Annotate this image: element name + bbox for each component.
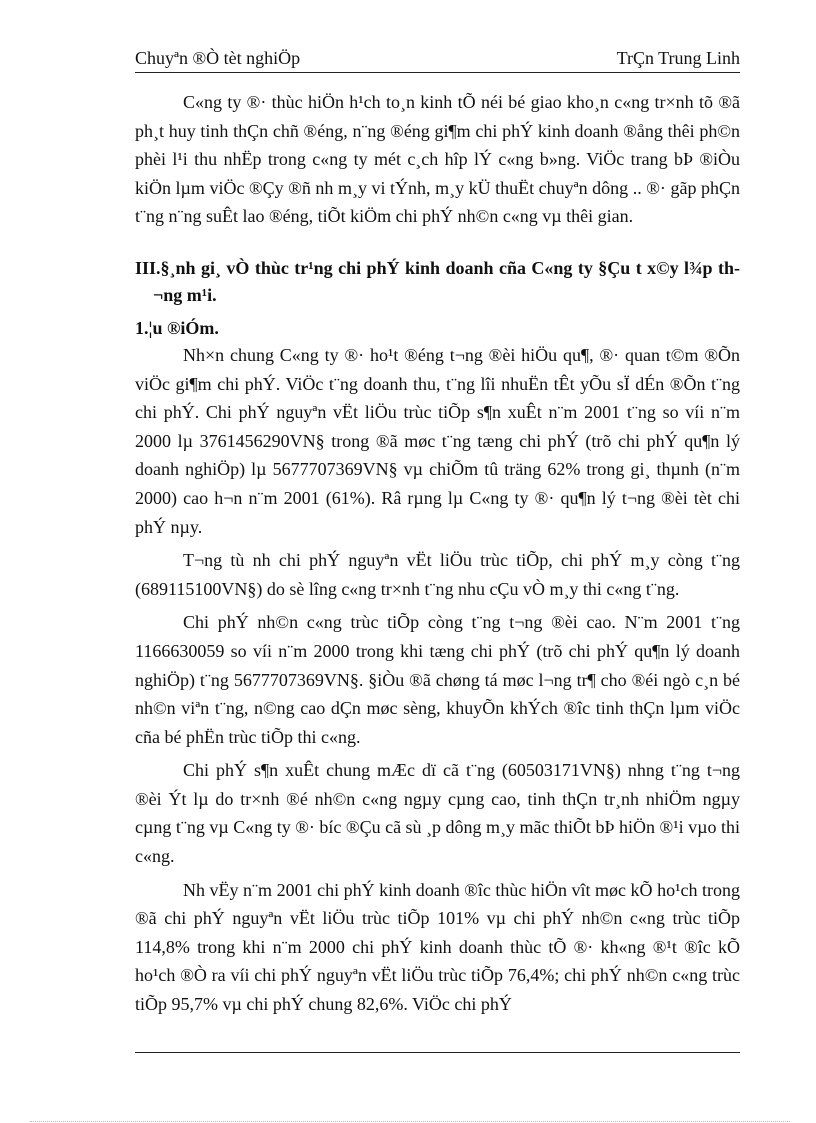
subsection-heading: 1.¦u ®iÓm.: [135, 317, 219, 338]
paragraph-conclusion: Nh vËy n¨m 2001 chi phÝ kinh doanh ®îc thùc hiÖn vît møc kÕ ho¹ch trong ®ã chi phÝ nguyªn vËt liÖu trùc tiÕp 101% vµ chi phÝ nh©n c«ng trùc tiÕp 114,8% trong khi n¨m 2000 chi phÝ kinh doanh thùc tÕ ®· kh«ng ®¹t ®îc kÕ ho¹ch ®Ò ra víi chi phÝ nguyªn vËt liÖu trùc tiÕp 76,4%; chi phÝ nh©n c«ng trùc tiÕp 95,7% vµ chi phÝ chung 82,6%. ViÖc chi phÝ: [135, 879, 740, 1015]
paragraph-machine-cost: T¬ng tù nh chi phÝ nguyªn vËt liÖu trùc tiÕp, chi phÝ m¸y còng t¨ng (689115100VN§) do sè lîng c«ng tr×nh t¨ng nhu cÇu vÒ m¸y thi c«ng t¨ng.: [135, 550, 740, 599]
page-header: [135, 48, 740, 73]
paragraph-overview: Nh×n chung C«ng ty ®· ho¹t ®éng t¬ng ®èi hiÖu qu¶, ®· quan t©m ®Õn viÖc gi¶m chi phÝ. ViÖc t¨ng doanh thu, t¨ng lîi nhuËn tÊt yÕu sÏ dÉn ®Õn t¨ng chi phÝ. Chi phÝ nguyªn vËt liÖu trùc tiÕp s¶n xuÊt n¨m 2001 t¨ng so víi n¨m 2000 lµ 3761456290VN§ trong ®ã møc t¨ng tæng chi phÝ (trõ chi phÝ qu¶n lý doanh nghiÖp) lµ 5677707369VN§ vµ chiÕm tû träng 62% trong gi¸ thµnh (n¨m 2000) cao h¬n n¨m 2001 (61%). Râ rµng lµ C«ng ty ®· qu¶n lý t¬ng ®èi tèt chi phÝ nµy.: [135, 344, 740, 537]
page-body: [135, 88, 740, 1019]
header-document-title: Chuyªn ®Ò tèt nghiÖp: [135, 48, 301, 68]
page-bottom-edge: [30, 1121, 790, 1122]
header-author-name: TrÇn Trung Linh: [616, 48, 740, 68]
section-heading: III.§¸nh gi¸ vÒ thùc tr¹ng chi phÝ kinh doanh cña C«ng ty §Çu t x©y l¾p th¬ng m¹i.: [135, 257, 740, 305]
footer-divider: [135, 1052, 740, 1053]
paragraph-general-cost: Chi phÝ s¶n xuÊt chung mÆc dï cã t¨ng (60503171VN§) nhng t¨ng t¬ng ®èi Ýt lµ do tr×nh ®é nh©n c«ng ngµy cµng cao, tinh thÇn tr¸nh nhiÖm ngµy cµng t¨ng vµ C«ng ty ®· bíc ®Çu cã sù ¸p dông m¸y mãc thiÕt bÞ hiÖn ®¹i vµo thi c«ng.: [135, 760, 740, 867]
paragraph-labor-cost: Chi phÝ nh©n c«ng trùc tiÕp còng t¨ng t¬ng ®èi cao. N¨m 2001 t¨ng 1166630059 so víi n¨m 2000 trong khi tæng chi phÝ (trõ chi phÝ qu¶n lý doanh nghiÖp) t¨ng 5677707369VN§. §iÒu ®ã chøng tá møc l¬ng tr¶ cho ®éi ngò c¸n bé nh©n viªn t¨ng, n©ng cao dÇn møc sèng, khuyÕn khÝch ®îc tinh thÇn lµm viÖc cña bé phËn trùc tiÕp thi c«ng.: [135, 612, 740, 747]
paragraph-intro: C«ng ty ®· thùc hiÖn h¹ch to¸n kinh tÕ néi bé giao kho¸n c«ng tr×nh tõ ®ã ph¸t huy tinh thÇn chñ ®éng, n¨ng ®éng gi¶m chi phÝ kinh doanh ®ång thêi ph©n phèi l¹i thu nhËp trong c«ng ty mét c¸ch hîp lÝ c«ng b»ng. ViÖc trang bÞ ®iÒu kiÖn lµm viÖc ®Çy ®ñ nh m¸y vi tÝnh, m¸y kÜ thuËt chuyªn dông .. ®· gãp phÇn t¨ng n¨ng suÊt lao ®éng, tiÕt kiÖm chi phÝ nh©n c«ng vµ thêi gian.: [135, 92, 740, 227]
